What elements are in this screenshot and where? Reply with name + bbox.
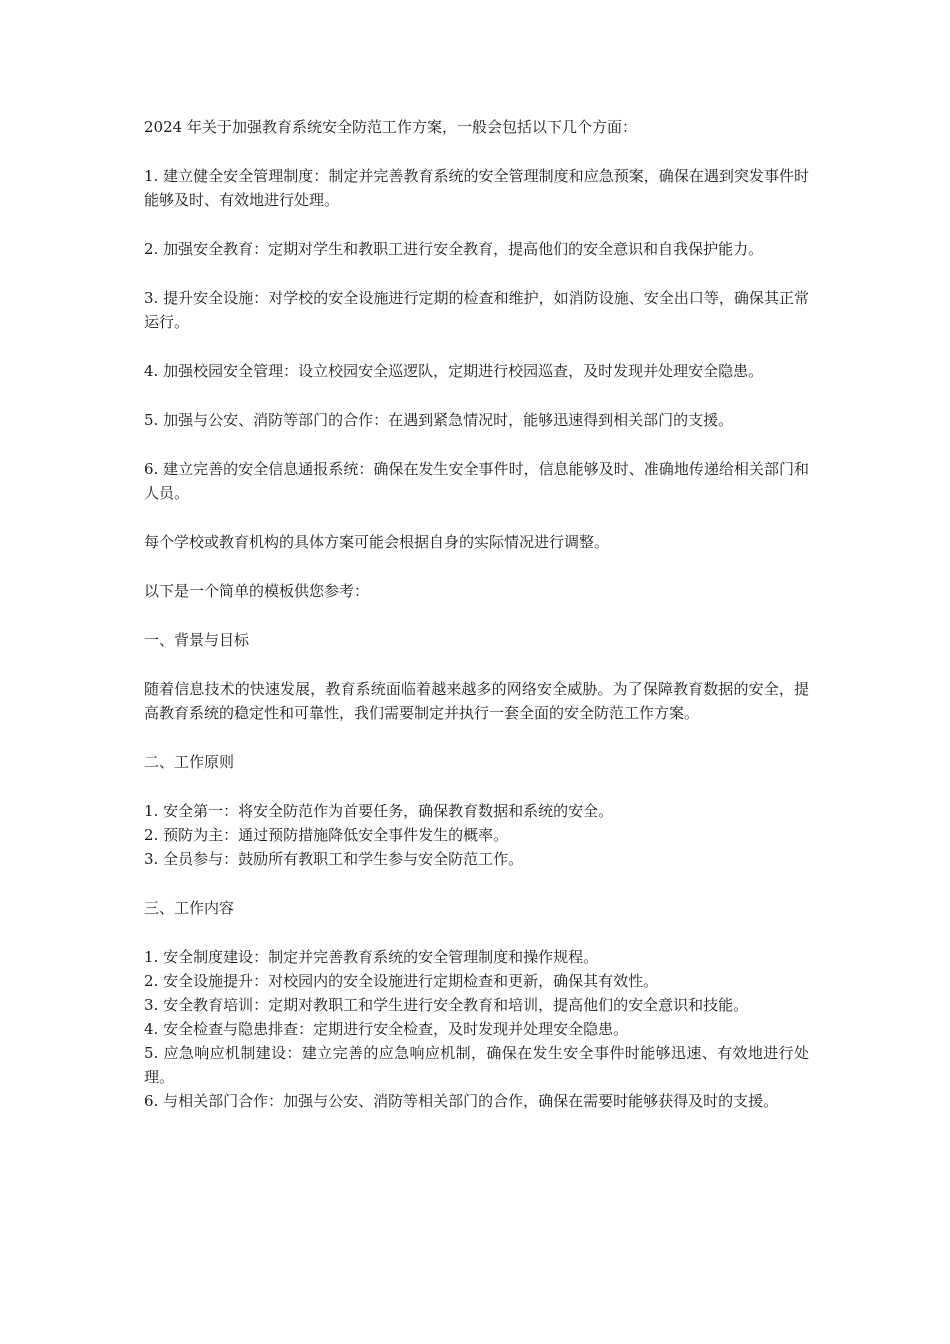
list-item: 1. 安全制度建设：制定并完善教育系统的安全管理制度和操作规程。 bbox=[144, 948, 599, 966]
list-item: 5. 应急响应机制建设：建立完善的应急响应机制，确保在发生安全事件时能够迅速、有效地进行处理。 bbox=[144, 1044, 809, 1086]
aspect-item-5: 5. 加强与公安、消防等部门的合作：在遇到紧急情况时，能够迅速得到相关部门的支援。 bbox=[144, 411, 734, 429]
list-item: 2. 安全设施提升：对校园内的安全设施进行定期检查和更新，确保其有效性。 bbox=[144, 972, 659, 990]
section-heading-content: 三、工作内容 bbox=[144, 899, 235, 917]
aspect-item-4: 4. 加强校园安全管理：设立校园安全巡逻队，定期进行校园巡查，及时发现并处理安全隐患。 bbox=[144, 362, 764, 380]
list-item: 2. 预防为主：通过预防措施降低安全事件发生的概率。 bbox=[144, 826, 509, 844]
section-heading-principles: 二、工作原则 bbox=[144, 753, 235, 771]
template-intro: 以下是一个简单的模板供您参考： bbox=[144, 582, 370, 600]
list-item: 3. 安全教育培训：定期对教职工和学生进行安全教育和培训，提高他们的安全意识和技能。 bbox=[144, 996, 749, 1014]
aspect-item-6: 6. 建立完善的安全信息通报系统：确保在发生安全事件时，信息能够及时、准确地传递给相关部门和人员。 bbox=[144, 460, 809, 502]
note-paragraph: 每个学校或教育机构的具体方案可能会根据自身的实际情况进行调整。 bbox=[144, 533, 610, 551]
section-body-background: 随着信息技术的快速发展，教育系统面临着越来越多的网络安全威胁。为了保障教育数据的安全，提高教育系统的稳定性和可靠性，我们需要制定并执行一套全面的安全防范工作方案。 bbox=[144, 680, 809, 722]
list-item: 6. 与相关部门合作：加强与公安、消防等相关部门的合作，确保在需要时能够获得及时的支援。 bbox=[144, 1092, 779, 1110]
aspect-item-1: 1. 建立健全安全管理制度：制定并完善教育系统的安全管理制度和应急预案，确保在遇到突发事件时能够及时、有效地进行处理。 bbox=[144, 167, 809, 209]
aspect-item-2: 2. 加强安全教育：定期对学生和教职工进行安全教育，提高他们的安全意识和自我保护能力。 bbox=[144, 240, 764, 258]
aspect-item-3: 3. 提升安全设施：对学校的安全设施进行定期的检查和维护，如消防设施、安全出口等，确保其正常运行。 bbox=[144, 289, 809, 331]
list-item: 3. 全员参与：鼓励所有教职工和学生参与安全防范工作。 bbox=[144, 850, 524, 868]
content-list bbox=[144, 945, 809, 1113]
principles-list bbox=[144, 799, 809, 871]
intro-paragraph: 2024 年关于加强教育系统安全防范工作方案，一般会包括以下几个方面： bbox=[144, 118, 637, 136]
list-item: 1. 安全第一：将安全防范作为首要任务，确保教育数据和系统的安全。 bbox=[144, 802, 614, 820]
section-heading-background: 一、背景与目标 bbox=[144, 631, 250, 649]
document-page bbox=[144, 115, 809, 1138]
list-item: 4. 安全检查与隐患排查：定期进行安全检查，及时发现并处理安全隐患。 bbox=[144, 1020, 629, 1038]
